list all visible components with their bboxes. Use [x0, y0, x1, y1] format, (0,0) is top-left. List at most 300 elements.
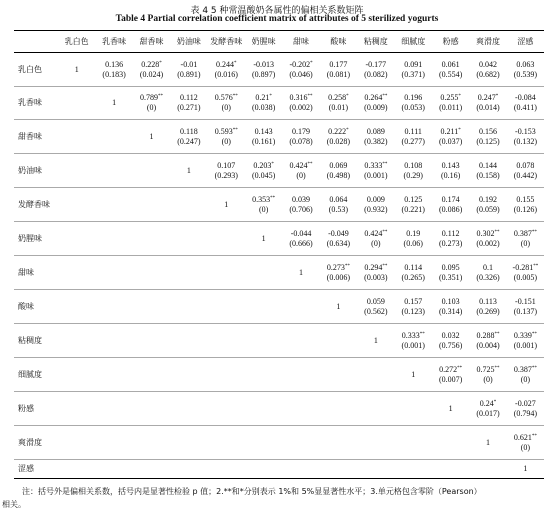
matrix-cell [469, 460, 506, 479]
coefficient-value [320, 263, 357, 273]
matrix-cell [133, 324, 170, 358]
coefficient-number: 0.157 [404, 296, 423, 306]
matrix-cell [432, 87, 469, 120]
matrix-cell [469, 120, 506, 154]
column-header: 乳香味 [95, 31, 132, 53]
matrix-cell [58, 392, 95, 426]
matrix-cell [95, 324, 132, 358]
matrix-cell [58, 460, 95, 479]
matrix-cell [58, 290, 95, 324]
p-value: (0.123) [401, 306, 425, 316]
coefficient-number: 0.196 [404, 93, 423, 102]
coefficient-number: 0.039 [292, 194, 311, 204]
coefficient-value [469, 399, 506, 409]
coefficient-value [507, 365, 544, 375]
matrix-cell [58, 324, 95, 358]
coefficient-value [395, 229, 432, 239]
coefficient-number: 0.255 [440, 93, 459, 102]
coefficient-number: 0.155 [516, 194, 535, 204]
p-value: (0) [221, 136, 231, 146]
matrix-cell [133, 426, 170, 460]
matrix-cell [245, 256, 282, 290]
matrix-cell [320, 120, 357, 154]
coefficient-number: 0.203 [253, 160, 272, 170]
significance-mark: ** [531, 365, 537, 371]
matrix-cell [170, 358, 207, 392]
matrix-cell [58, 222, 95, 256]
p-value: (0.273) [438, 238, 463, 248]
row-header: 甜味 [14, 256, 58, 290]
significance-mark: * [234, 60, 237, 66]
p-value: (0.137) [513, 306, 538, 316]
matrix-cell [170, 392, 207, 426]
coefficient-value [58, 65, 95, 75]
coefficient-number: 0.095 [441, 262, 460, 272]
significance-mark: ** [494, 229, 500, 235]
matrix-cell [395, 87, 432, 120]
matrix-cell [507, 460, 544, 479]
column-header: 涩感 [507, 31, 544, 53]
table-footnote-continuation: 相关。 [2, 500, 26, 509]
table-body [14, 53, 544, 479]
table-header-row [14, 31, 544, 53]
significance-mark: ** [419, 331, 425, 337]
p-value: (0.562) [364, 306, 388, 316]
table-row [14, 358, 544, 392]
coefficient-number: 1 [224, 199, 229, 209]
coefficient-value [507, 297, 544, 307]
significance-mark: ** [494, 365, 500, 371]
coefficient-number: 0.316 [289, 93, 308, 102]
correlation-matrix-table [14, 30, 544, 479]
coefficient-value [133, 60, 170, 70]
significance-mark: * [458, 127, 461, 133]
matrix-cell [208, 87, 245, 120]
matrix-cell [95, 53, 132, 87]
table-row [14, 256, 544, 290]
coefficient-value [469, 438, 506, 448]
coefficient-number: 0.424 [364, 228, 383, 238]
coefficient-value [320, 302, 357, 312]
coefficient-number: 0.576 [214, 93, 233, 102]
matrix-cell [245, 222, 282, 256]
coefficient-number: 0.125 [404, 194, 423, 204]
coefficient-value [432, 161, 469, 171]
coefficient-value [245, 195, 282, 205]
matrix-cell [208, 392, 245, 426]
coefficient-number: 0.228 [141, 59, 160, 69]
matrix-cell [58, 154, 95, 188]
coefficient-value [282, 161, 319, 171]
matrix-cell [282, 426, 319, 460]
coefficient-value [432, 365, 469, 375]
coefficient-number: 0.211 [440, 126, 459, 136]
coefficient-value [208, 60, 245, 70]
p-value: (0.29) [403, 170, 423, 180]
coefficient-value [432, 195, 469, 205]
p-value: (0.371) [401, 69, 425, 79]
matrix-cell [395, 392, 432, 426]
p-value: (0.082) [364, 69, 388, 79]
coefficient-number: -0.013 [253, 59, 274, 69]
coefficient-number: 0.258 [328, 93, 347, 102]
coefficient-number: 0.353 [252, 194, 271, 204]
matrix-cell [357, 53, 394, 87]
p-value: (0) [483, 374, 493, 384]
p-value: (0.16) [440, 170, 461, 180]
p-value: (0.351) [438, 272, 463, 282]
coefficient-value [469, 127, 506, 137]
significance-mark: ** [270, 195, 276, 201]
coefficient-value [507, 399, 544, 409]
coefficient-number: 0.333 [401, 330, 420, 340]
coefficient-number: 0.143 [441, 160, 460, 170]
matrix-cell [469, 188, 506, 222]
p-value: (0) [258, 204, 269, 214]
p-value: (0.666) [289, 238, 313, 248]
p-value: (0.001) [364, 170, 388, 180]
coefficient-value [282, 60, 319, 70]
coefficient-value [432, 331, 469, 341]
coefficient-value [469, 195, 506, 205]
p-value: (0.014) [476, 103, 500, 112]
coefficient-value [357, 336, 394, 346]
coefficient-value [245, 127, 282, 137]
matrix-cell [432, 222, 469, 256]
p-value: (0.682) [476, 69, 500, 79]
p-value: (0.634) [326, 238, 351, 248]
matrix-cell [208, 460, 245, 479]
coefficient-value [395, 161, 432, 171]
significance-mark: * [495, 94, 499, 99]
column-header: 粘稠度 [357, 31, 394, 53]
matrix-cell [395, 460, 432, 479]
p-value: (0) [296, 170, 306, 180]
matrix-cell [95, 358, 132, 392]
coefficient-number: -0.151 [515, 296, 536, 306]
matrix-cell [95, 290, 132, 324]
matrix-cell [357, 256, 394, 290]
coefficient-number: 0.294 [364, 262, 383, 272]
coefficient-number: 0.061 [441, 59, 460, 69]
coefficient-number: 0.064 [329, 194, 348, 204]
column-header: 甜味 [282, 31, 319, 53]
matrix-cell [395, 120, 432, 154]
coefficient-value [208, 127, 245, 137]
matrix-cell [133, 256, 170, 290]
p-value: (0) [520, 374, 531, 384]
p-value: (0.271) [177, 103, 201, 112]
row-header: 甜香味 [14, 120, 58, 154]
matrix-cell [208, 120, 245, 154]
matrix-cell [208, 426, 245, 460]
matrix-cell [245, 290, 282, 324]
column-header: 奶腥味 [245, 31, 282, 53]
column-header: 细腻度 [395, 31, 432, 53]
coefficient-number: 0.192 [478, 194, 497, 204]
significance-mark: * [159, 60, 162, 66]
table-row [14, 222, 544, 256]
p-value: (0.028) [326, 136, 351, 146]
table-row [14, 324, 544, 358]
coefficient-number: 0.174 [441, 194, 460, 204]
coefficient-value [507, 229, 544, 239]
table-row [14, 392, 544, 426]
coefficient-number: 0.593 [214, 126, 233, 136]
p-value: (0.053) [401, 103, 425, 112]
column-header: 酸味 [320, 31, 357, 53]
coefficient-number: 0.621 [513, 432, 532, 442]
matrix-cell [395, 53, 432, 87]
matrix-cell [320, 358, 357, 392]
matrix-cell [432, 426, 469, 460]
p-value: (0.158) [476, 170, 500, 180]
p-value: (0.382) [364, 136, 388, 146]
coefficient-value [245, 234, 282, 244]
coefficient-value [507, 433, 544, 443]
coefficient-number: 0.424 [289, 160, 308, 170]
matrix-cell [133, 188, 170, 222]
matrix-cell [245, 120, 282, 154]
p-value: (0.081) [326, 69, 351, 79]
matrix-cell [469, 392, 506, 426]
matrix-cell [208, 154, 245, 188]
coefficient-number: 0.339 [513, 330, 532, 340]
matrix-cell [170, 222, 207, 256]
coefficient-number: 0.21 [255, 93, 270, 102]
coefficient-value [395, 93, 432, 103]
p-value: (0.706) [289, 204, 313, 214]
coefficient-value [282, 127, 319, 137]
matrix-cell [170, 324, 207, 358]
matrix-cell [507, 53, 544, 87]
matrix-cell [320, 324, 357, 358]
matrix-cell [95, 256, 132, 290]
matrix-cell [432, 392, 469, 426]
matrix-cell [357, 222, 394, 256]
matrix-cell [320, 53, 357, 87]
matrix-cell [432, 460, 469, 479]
matrix-cell [282, 87, 319, 120]
matrix-cell [133, 154, 170, 188]
p-value: (0) [371, 238, 381, 248]
coefficient-value [507, 464, 544, 474]
significance-mark: ** [494, 331, 500, 337]
matrix-cell [395, 324, 432, 358]
matrix-cell [95, 87, 132, 120]
row-header: 乳香味 [14, 87, 58, 120]
coefficient-number: 0.19 [406, 228, 421, 238]
table-footnote: 注：括号外是偏相关系数，括号内是显著性检验 p 值；2.**和*分别表示 1%和 5%显显著性水平；3.单元格包含零阶（Pearson） [22, 487, 482, 496]
matrix-cell [133, 87, 170, 120]
p-value: (0.794) [513, 408, 538, 418]
p-value: (0.897) [251, 69, 276, 79]
matrix-cell [507, 392, 544, 426]
p-value: (0.078) [289, 136, 313, 146]
matrix-cell [395, 256, 432, 290]
significance-mark: ** [531, 229, 537, 235]
matrix-cell [170, 290, 207, 324]
coefficient-number: 1 [149, 131, 154, 141]
matrix-cell [507, 290, 544, 324]
p-value: (0.183) [102, 69, 126, 79]
coefficient-number: 0.177 [329, 59, 348, 69]
matrix-cell [507, 120, 544, 154]
coefficient-value [432, 229, 469, 239]
coefficient-number: 1 [411, 369, 416, 379]
coefficient-value [507, 195, 544, 205]
significance-mark: ** [533, 263, 539, 269]
matrix-cell [95, 188, 132, 222]
coefficient-value [357, 161, 394, 171]
matrix-cell [395, 426, 432, 460]
matrix-cell [245, 154, 282, 188]
matrix-cell [432, 358, 469, 392]
matrix-cell [58, 358, 95, 392]
coefficient-number: 1 [336, 301, 341, 311]
coefficient-value [432, 263, 469, 273]
matrix-cell [282, 188, 319, 222]
matrix-cell [320, 392, 357, 426]
p-value: (0.002) [289, 103, 313, 112]
coefficient-number: 0.244 [216, 59, 234, 69]
matrix-cell [507, 426, 544, 460]
coefficient-number: 0.144 [478, 160, 497, 170]
coefficient-number: 1 [373, 335, 378, 345]
significance-mark: * [346, 94, 349, 99]
matrix-cell [357, 460, 394, 479]
matrix-cell [282, 290, 319, 324]
coefficient-value [208, 200, 245, 210]
coefficient-value [395, 127, 432, 137]
matrix-cell [432, 188, 469, 222]
matrix-cell [469, 222, 506, 256]
matrix-cell [507, 256, 544, 290]
coefficient-value [357, 263, 394, 273]
coefficient-number: 1 [186, 165, 191, 175]
p-value: (0.53) [328, 204, 349, 214]
matrix-cell [469, 426, 506, 460]
matrix-cell [469, 290, 506, 324]
coefficient-value [357, 60, 394, 70]
matrix-cell [469, 256, 506, 290]
column-header: 奶油味 [170, 31, 207, 53]
column-header: 粉感 [432, 31, 469, 53]
coefficient-value [320, 127, 357, 137]
coefficient-number: -0.202 [289, 59, 311, 69]
p-value: (0.554) [438, 69, 463, 79]
coefficient-value [208, 161, 245, 171]
coefficient-value [320, 93, 357, 103]
p-value: (0.247) [177, 136, 201, 146]
coefficient-value [507, 60, 544, 70]
coefficient-number: 0.273 [326, 262, 345, 272]
matrix-cell [58, 256, 95, 290]
coefficient-number: 0.107 [217, 160, 236, 170]
matrix-cell [282, 120, 319, 154]
matrix-cell [133, 222, 170, 256]
row-header: 粉感 [14, 392, 58, 426]
coefficient-number: 0.272 [439, 364, 458, 374]
significance-mark: ** [232, 94, 238, 99]
coefficient-number: -0.01 [180, 59, 198, 69]
significance-mark: ** [457, 365, 463, 371]
coefficient-number: 0.222 [328, 126, 347, 136]
coefficient-number: 1 [299, 267, 304, 277]
matrix-cell [95, 222, 132, 256]
matrix-cell [357, 154, 394, 188]
p-value: (0.001) [401, 340, 425, 350]
p-value: (0.004) [476, 340, 500, 350]
coefficient-number: 0.042 [478, 59, 497, 69]
coefficient-value [432, 297, 469, 307]
coefficient-value [95, 60, 132, 70]
coefficient-number: 0.302 [476, 228, 495, 238]
matrix-cell [208, 358, 245, 392]
matrix-cell [170, 460, 207, 479]
coefficient-number: -0.177 [365, 59, 387, 69]
column-header: 爽滑度 [469, 31, 506, 53]
matrix-cell [95, 154, 132, 188]
p-value: (0.125) [476, 136, 500, 146]
matrix-cell [170, 256, 207, 290]
p-value: (0.038) [251, 103, 276, 112]
matrix-cell [282, 154, 319, 188]
p-value: (0.277) [401, 136, 425, 146]
coefficient-number: -0.153 [515, 126, 536, 136]
significance-mark: ** [157, 94, 163, 99]
coefficient-number: 0.091 [404, 59, 423, 69]
matrix-cell [469, 154, 506, 188]
p-value: (0.002) [476, 238, 500, 248]
matrix-cell [245, 87, 282, 120]
matrix-cell [133, 120, 170, 154]
coefficient-value [469, 93, 506, 103]
p-value: (0.024) [139, 69, 164, 79]
coefficient-number: 0.247 [477, 93, 496, 102]
matrix-cell [282, 53, 319, 87]
row-header: 酸味 [14, 290, 58, 324]
table-row [14, 188, 544, 222]
significance-mark: * [493, 399, 497, 405]
coefficient-value [432, 127, 469, 137]
matrix-cell [357, 290, 394, 324]
matrix-cell [245, 53, 282, 87]
coefficient-value [469, 365, 506, 375]
coefficient-number: 0.059 [366, 296, 385, 306]
matrix-cell [170, 120, 207, 154]
significance-mark: * [346, 127, 349, 133]
matrix-cell [320, 87, 357, 120]
p-value: (0.005) [513, 272, 538, 282]
coefficient-number: 0.009 [366, 194, 385, 204]
coefficient-number: -0.049 [328, 228, 349, 238]
matrix-cell [208, 324, 245, 358]
p-value: (0.314) [438, 306, 463, 316]
matrix-cell [320, 290, 357, 324]
row-header: 奶腥味 [14, 222, 58, 256]
p-value: (0.059) [476, 204, 500, 214]
p-value: (0.891) [177, 69, 201, 79]
p-value: (0.003) [364, 272, 388, 282]
matrix-cell [133, 358, 170, 392]
p-value: (0) [146, 103, 157, 112]
significance-mark: * [269, 94, 272, 99]
matrix-cell [507, 358, 544, 392]
coefficient-number: 0.118 [180, 126, 198, 136]
coefficient-value [320, 161, 357, 171]
coefficient-number: 0.136 [105, 59, 124, 69]
